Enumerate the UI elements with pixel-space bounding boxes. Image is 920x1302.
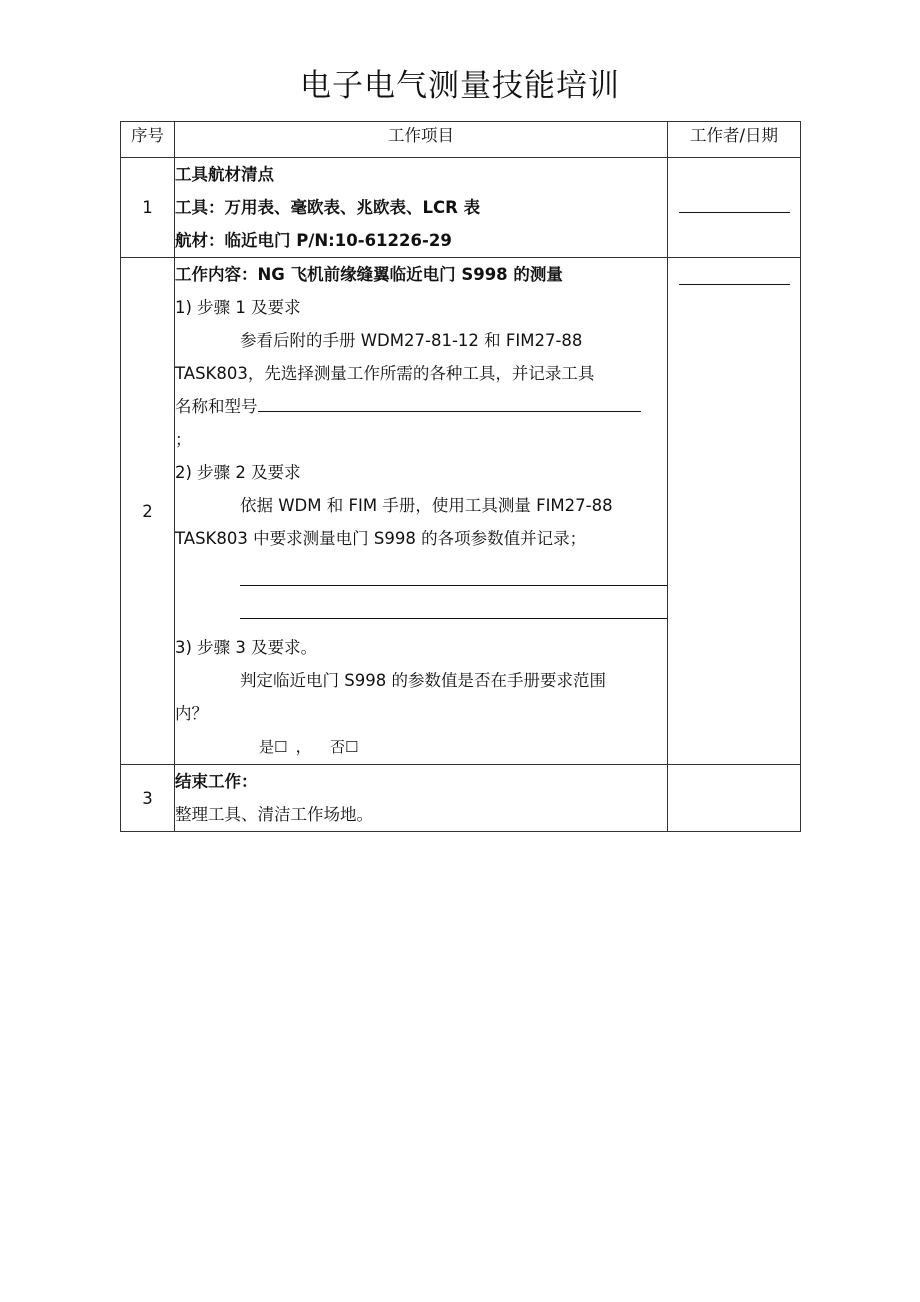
yes-no-choice <box>175 730 667 764</box>
table-header-row <box>121 122 801 158</box>
step-2-text-1: 依据 WDM 和 FIM 手册，使用工具测量 FIM27-88 <box>240 496 613 515</box>
step-3-text-2: 内？ <box>175 704 208 723</box>
table-row-2 <box>121 258 801 765</box>
row-2-signature-line[interactable] <box>679 284 790 285</box>
document-title: 电子电气测量技能培训 <box>300 68 620 104</box>
row-3-text: 整理工具、清洁工作场地。 <box>175 805 373 824</box>
row-1-content <box>175 158 668 258</box>
table-row-3 <box>121 765 801 832</box>
row-3-number: 3 <box>121 765 175 832</box>
row-1-materials: 航材：临近电门 P/N:10-61226-29 <box>175 231 452 250</box>
row-1-signature-cell <box>668 158 801 258</box>
choice-separator: ， <box>295 737 312 756</box>
row-2-signature-cell <box>668 258 801 765</box>
measurement-blank-2[interactable] <box>240 598 667 619</box>
work-table <box>120 121 801 832</box>
row-2-content <box>175 258 668 765</box>
table-row-1 <box>121 158 801 258</box>
row-3-signature-cell <box>668 765 801 832</box>
row-1-tools: 工具：万用表、毫欧表、兆欧表、LCR 表 <box>175 198 481 217</box>
row-1-signature-line[interactable] <box>679 212 790 213</box>
yes-checkbox[interactable]: 是☐ <box>259 738 288 756</box>
header-worker-date: 工作者/日期 <box>668 122 801 158</box>
step-3-title: 3) 步骤 3 及要求。 <box>175 638 318 657</box>
row-1-number: 1 <box>121 158 175 258</box>
row-3-content <box>175 765 668 832</box>
header-number: 序号 <box>121 122 175 158</box>
no-checkbox[interactable]: 否☐ <box>329 738 359 756</box>
measurement-blank-1[interactable] <box>240 565 667 586</box>
step-2-title: 2) 步骤 2 及要求 <box>175 463 301 482</box>
row-3-heading: 结束工作： <box>175 772 258 791</box>
step-1-text-3 <box>175 390 667 423</box>
step-3-text-1: 判定临近电门 S998 的参数值是否在手册要求范围 <box>240 671 606 690</box>
header-work-item: 工作项目 <box>175 122 668 158</box>
step-1-text-1: 参看后附的手册 WDM27-81-12 和 FIM27-88 <box>240 331 583 350</box>
row-2-number: 2 <box>121 258 175 765</box>
step-1-text-3-label: 名称和型号 <box>175 397 258 416</box>
row-1-heading: 工具航材清点 <box>175 165 274 184</box>
tool-name-blank[interactable] <box>258 391 641 412</box>
step-1-text-2: TASK803，先选择测量工作所需的各种工具，并记录工具 <box>175 364 595 383</box>
row-2-heading: 工作内容：NG 飞机前缘缝翼临近电门 S998 的测量 <box>175 265 563 284</box>
step-2-text-2: TASK803 中要求测量电门 S998 的各项参数值并记录； <box>175 529 587 548</box>
step-1-title: 1) 步骤 1 及要求 <box>175 298 301 317</box>
step-1-text-4: ； <box>175 430 192 449</box>
